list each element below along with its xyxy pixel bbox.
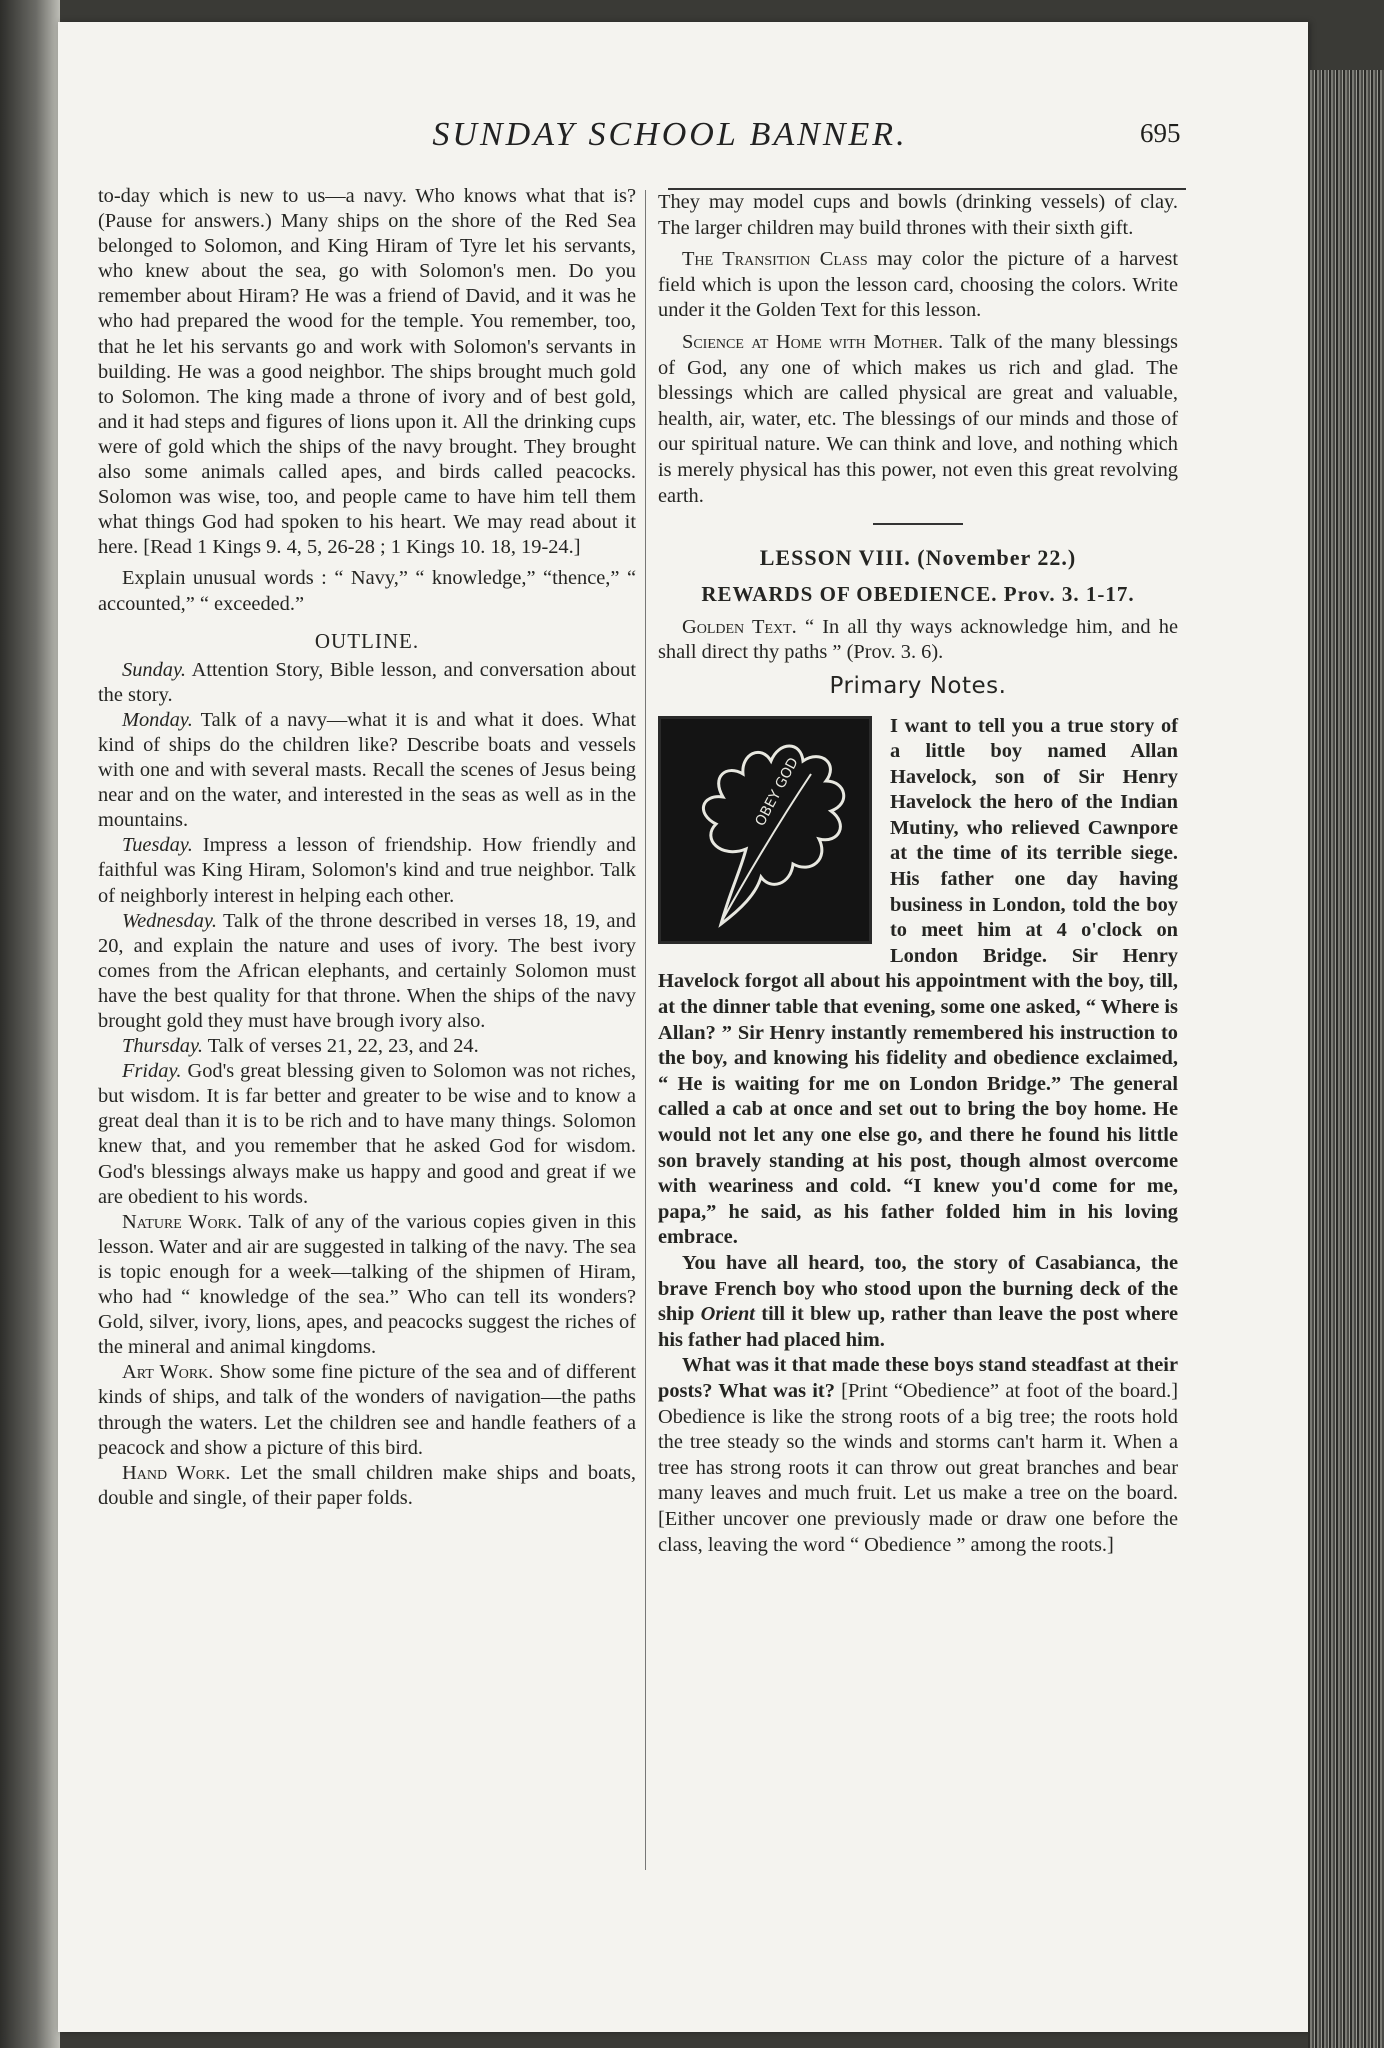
section-rule bbox=[873, 523, 963, 525]
lesson-date: (November 22.) bbox=[917, 545, 1077, 571]
lesson-number: LESSON VIII. bbox=[759, 545, 911, 571]
golden-text-label: Golden Text. bbox=[682, 615, 797, 638]
day-paragraph bbox=[98, 833, 636, 908]
casabianca-post: till it blew up, rather than leave the post where his father had placed him. bbox=[658, 1303, 1179, 1351]
closing-paragraph bbox=[658, 1353, 1178, 1558]
column-divider bbox=[645, 190, 646, 1870]
oak-leaf-drawing bbox=[661, 719, 869, 941]
day-label: Tuesday. bbox=[122, 834, 193, 857]
day-label: Friday. bbox=[122, 1060, 182, 1083]
science-paragraph bbox=[658, 330, 1178, 509]
primary-notes-heading: Primary Notes. bbox=[829, 672, 1007, 699]
work-label: Hand Work. bbox=[122, 1461, 231, 1484]
right-column bbox=[658, 190, 1178, 1558]
science-label: Science at Home with Mother. bbox=[682, 330, 944, 353]
leaf-lettering: OBEY GOD bbox=[752, 754, 802, 829]
ship-name: Orient bbox=[700, 1303, 755, 1326]
work-paragraph bbox=[98, 1461, 636, 1511]
golden-text-paragraph bbox=[658, 615, 1178, 666]
day-text: Talk of verses 21, 22, 23, and 24. bbox=[207, 1035, 479, 1058]
page-number: 695 bbox=[1140, 118, 1181, 148]
work-label: Nature Work. bbox=[122, 1210, 243, 1233]
transition-paragraph bbox=[658, 247, 1178, 324]
work-text: Show some fine picture of the sea and of different kinds of ships, and talk of the wonders of navigation—the paths through the waters. Let the children see and handle feathers of a peacock and show a picture of this bird. bbox=[98, 1361, 636, 1459]
explain-paragraph: Explain unusual words : “ Navy,” “ knowledge,” “thence,” “ accounted,” “ exceeded.” bbox=[98, 567, 636, 615]
day-text: God's great blessing given to Solomon was not riches, but wisdom. It is far better and greater to be wise and to know a great deal than it is to be rich and to have many things. Solomon knew that, and you remember that he asked God for wisdom. God's blessings always make us happy and good and great if we are obedient to his words. bbox=[98, 1060, 636, 1208]
day-paragraph bbox=[98, 1034, 636, 1059]
golden-text: “ In all thy ways acknowledge him, and he shall direct thy paths ” (Prov. 3. 6). bbox=[658, 615, 1179, 664]
day-paragraph bbox=[98, 708, 636, 833]
day-text: Impress a lesson of friendship. How friendly and faithful was King Hiram, Solomon's kind and true neighbor. Talk of neighborly interest in helping each other. bbox=[98, 834, 636, 907]
running-head: SUNDAY SCHOOL BANNER. bbox=[432, 116, 908, 153]
day-paragraph bbox=[98, 658, 636, 708]
havelock-story: I want to tell you a true story of a little boy named Allan Havelock, son of Sir Henry Havelock the hero of the Indian Mutiny, who relieved Cawnpore at the time of its terrible siege. His father one day having business in London, told the boy to meet him at 4 o'clock on London Bridge. Sir Henry Havelock forgot all about his appointment with the boy, till, at the dinner table that evening, some one asked, “ Where is Allan? ” Sir Henry instantly remembered his instruction to the boy, and knowing his fidelity and obedience exclaimed, “ He is waiting for me on London Bridge.” The general called a cab at once and set out to bring the boy home. He would not let any one else go, and there he found his little son bravely standing at his post, though almost overcome with weariness and cold. “I knew you'd come for me, papa,” he said, as his father folded him in his loving embrace. bbox=[658, 714, 1178, 1249]
day-label: Thursday. bbox=[122, 1035, 204, 1058]
scan-margin bbox=[0, 0, 60, 2048]
left-column bbox=[98, 184, 636, 1511]
transition-text: may color the picture of a harvest field which is upon the lesson card, choosing the colors. Write under it the Golden Text for this lesson. bbox=[658, 248, 1178, 322]
day-label: Monday. bbox=[122, 708, 193, 731]
day-text: Talk of a navy—what it is and what it does. What kind of ships do the children like? Describe boats and vessels with one and with several masts. Recall the scenes of Jesus being near and on the water, and interested in the seas as well as in the mountains. bbox=[98, 708, 636, 832]
day-label: Sunday. bbox=[122, 658, 186, 681]
work-paragraph bbox=[98, 1360, 636, 1460]
question-text: What was it that made these boys stand steadfast at their posts? What was it? bbox=[658, 1354, 1178, 1402]
continuation-paragraph: They may model cups and bowls (drinking vessels) of clay. The larger children may build thrones with their sixth gift. bbox=[658, 191, 1178, 239]
day-paragraph bbox=[98, 1059, 636, 1210]
lesson-heading bbox=[658, 545, 1178, 571]
work-text: Talk of any of the various copies given in this lesson. Water and air are suggested in talking of the navy. The sea is topic enough for a week—talking of the shipmen of Hiram, who had “ knowledge of the sea.” Who can tell its wonders? Gold, silver, ivory, lions, apes, and peacocks suggest the riches of the mineral and animal kingdoms. bbox=[98, 1210, 637, 1359]
closing-text: [Print “Obedience” at foot of the board.] Obedience is like the strong roots of a big tree; the roots hold the tree steady so the winds and storms can't harm it. When a tree has strong roots it can throw out great branches and bear many leaves and much fruit. Let us make a tree on the board. [Either uncover one previously made or draw one before the class, leaving the word “ Obedience ” among the roots.] bbox=[658, 1379, 1178, 1556]
oak-leaf-obey-god-icon bbox=[658, 716, 872, 944]
science-text: Talk of the many blessings of God, any one of which makes us rich and glad. The blessings which are called physical are great and valuable, health, air, water, etc. The blessings of our minds and those of our spiritual nature. We can think and love, and nothing which is merely physical has this power, not even this great revolving earth. bbox=[658, 330, 1178, 507]
lesson-title: REWARDS OF OBEDIENCE. Prov. 3. 1-17. bbox=[701, 581, 1135, 606]
day-paragraph bbox=[98, 909, 636, 1034]
day-text: Talk of the throne described in verses 18, 19, and 20, and explain the nature and uses of ivory. The best ivory comes from the African elephants, and certainly Solomon must have the best quality for that throne. When the ships of the navy brought gold they must have brough ivory also. bbox=[98, 909, 636, 1032]
work-label: Art Work. bbox=[122, 1361, 214, 1384]
day-label: Wednesday. bbox=[122, 909, 217, 932]
intro-paragraph: to-day which is new to us—a navy. Who knows what that is? (Pause for answers.) Many ships on the shore of the Red Sea belonged to Solomon, and King Hiram of Tyre let his servants, who knew about the sea, go with Solomon's men. Do you remember about Hiram? He was a friend of David, and it was he who had prepared the wood for the temple. You remember, too, that he let his servants go and work with Solomon's servants in building. He was a good neighbor. The ships brought much gold to Solomon. The king made a throne of ivory and of best gold, and it had steps and figures of lions upon it. All the drinking cups were of gold which the ships of the navy brought. They brought also some animals called apes, and birds called peacocks. Solomon was wise, too, and people came to have him tell them what things God had spoken to his heart. We may read about it here. [Read 1 Kings 9. 4, 5, 26-28 ; 1 Kings 10. 18, 19-24.] bbox=[98, 185, 636, 559]
day-text: Attention Story, Bible lesson, and conversation about the story. bbox=[98, 658, 636, 706]
transition-label: The Transition Class bbox=[682, 248, 868, 271]
story-block bbox=[658, 714, 1178, 1251]
casabianca-paragraph bbox=[658, 1251, 1178, 1353]
outline-heading: OUTLINE. bbox=[314, 628, 420, 653]
page-edge-stack bbox=[1308, 70, 1384, 2048]
casabianca-pre: You have all heard, too, the story of Casabianca, the brave French boy who stood upon the burning deck of the ship bbox=[658, 1251, 1178, 1326]
work-paragraph bbox=[98, 1210, 636, 1361]
work-text: Let the small children make ships and boats, double and single, of their paper folds. bbox=[98, 1461, 636, 1509]
